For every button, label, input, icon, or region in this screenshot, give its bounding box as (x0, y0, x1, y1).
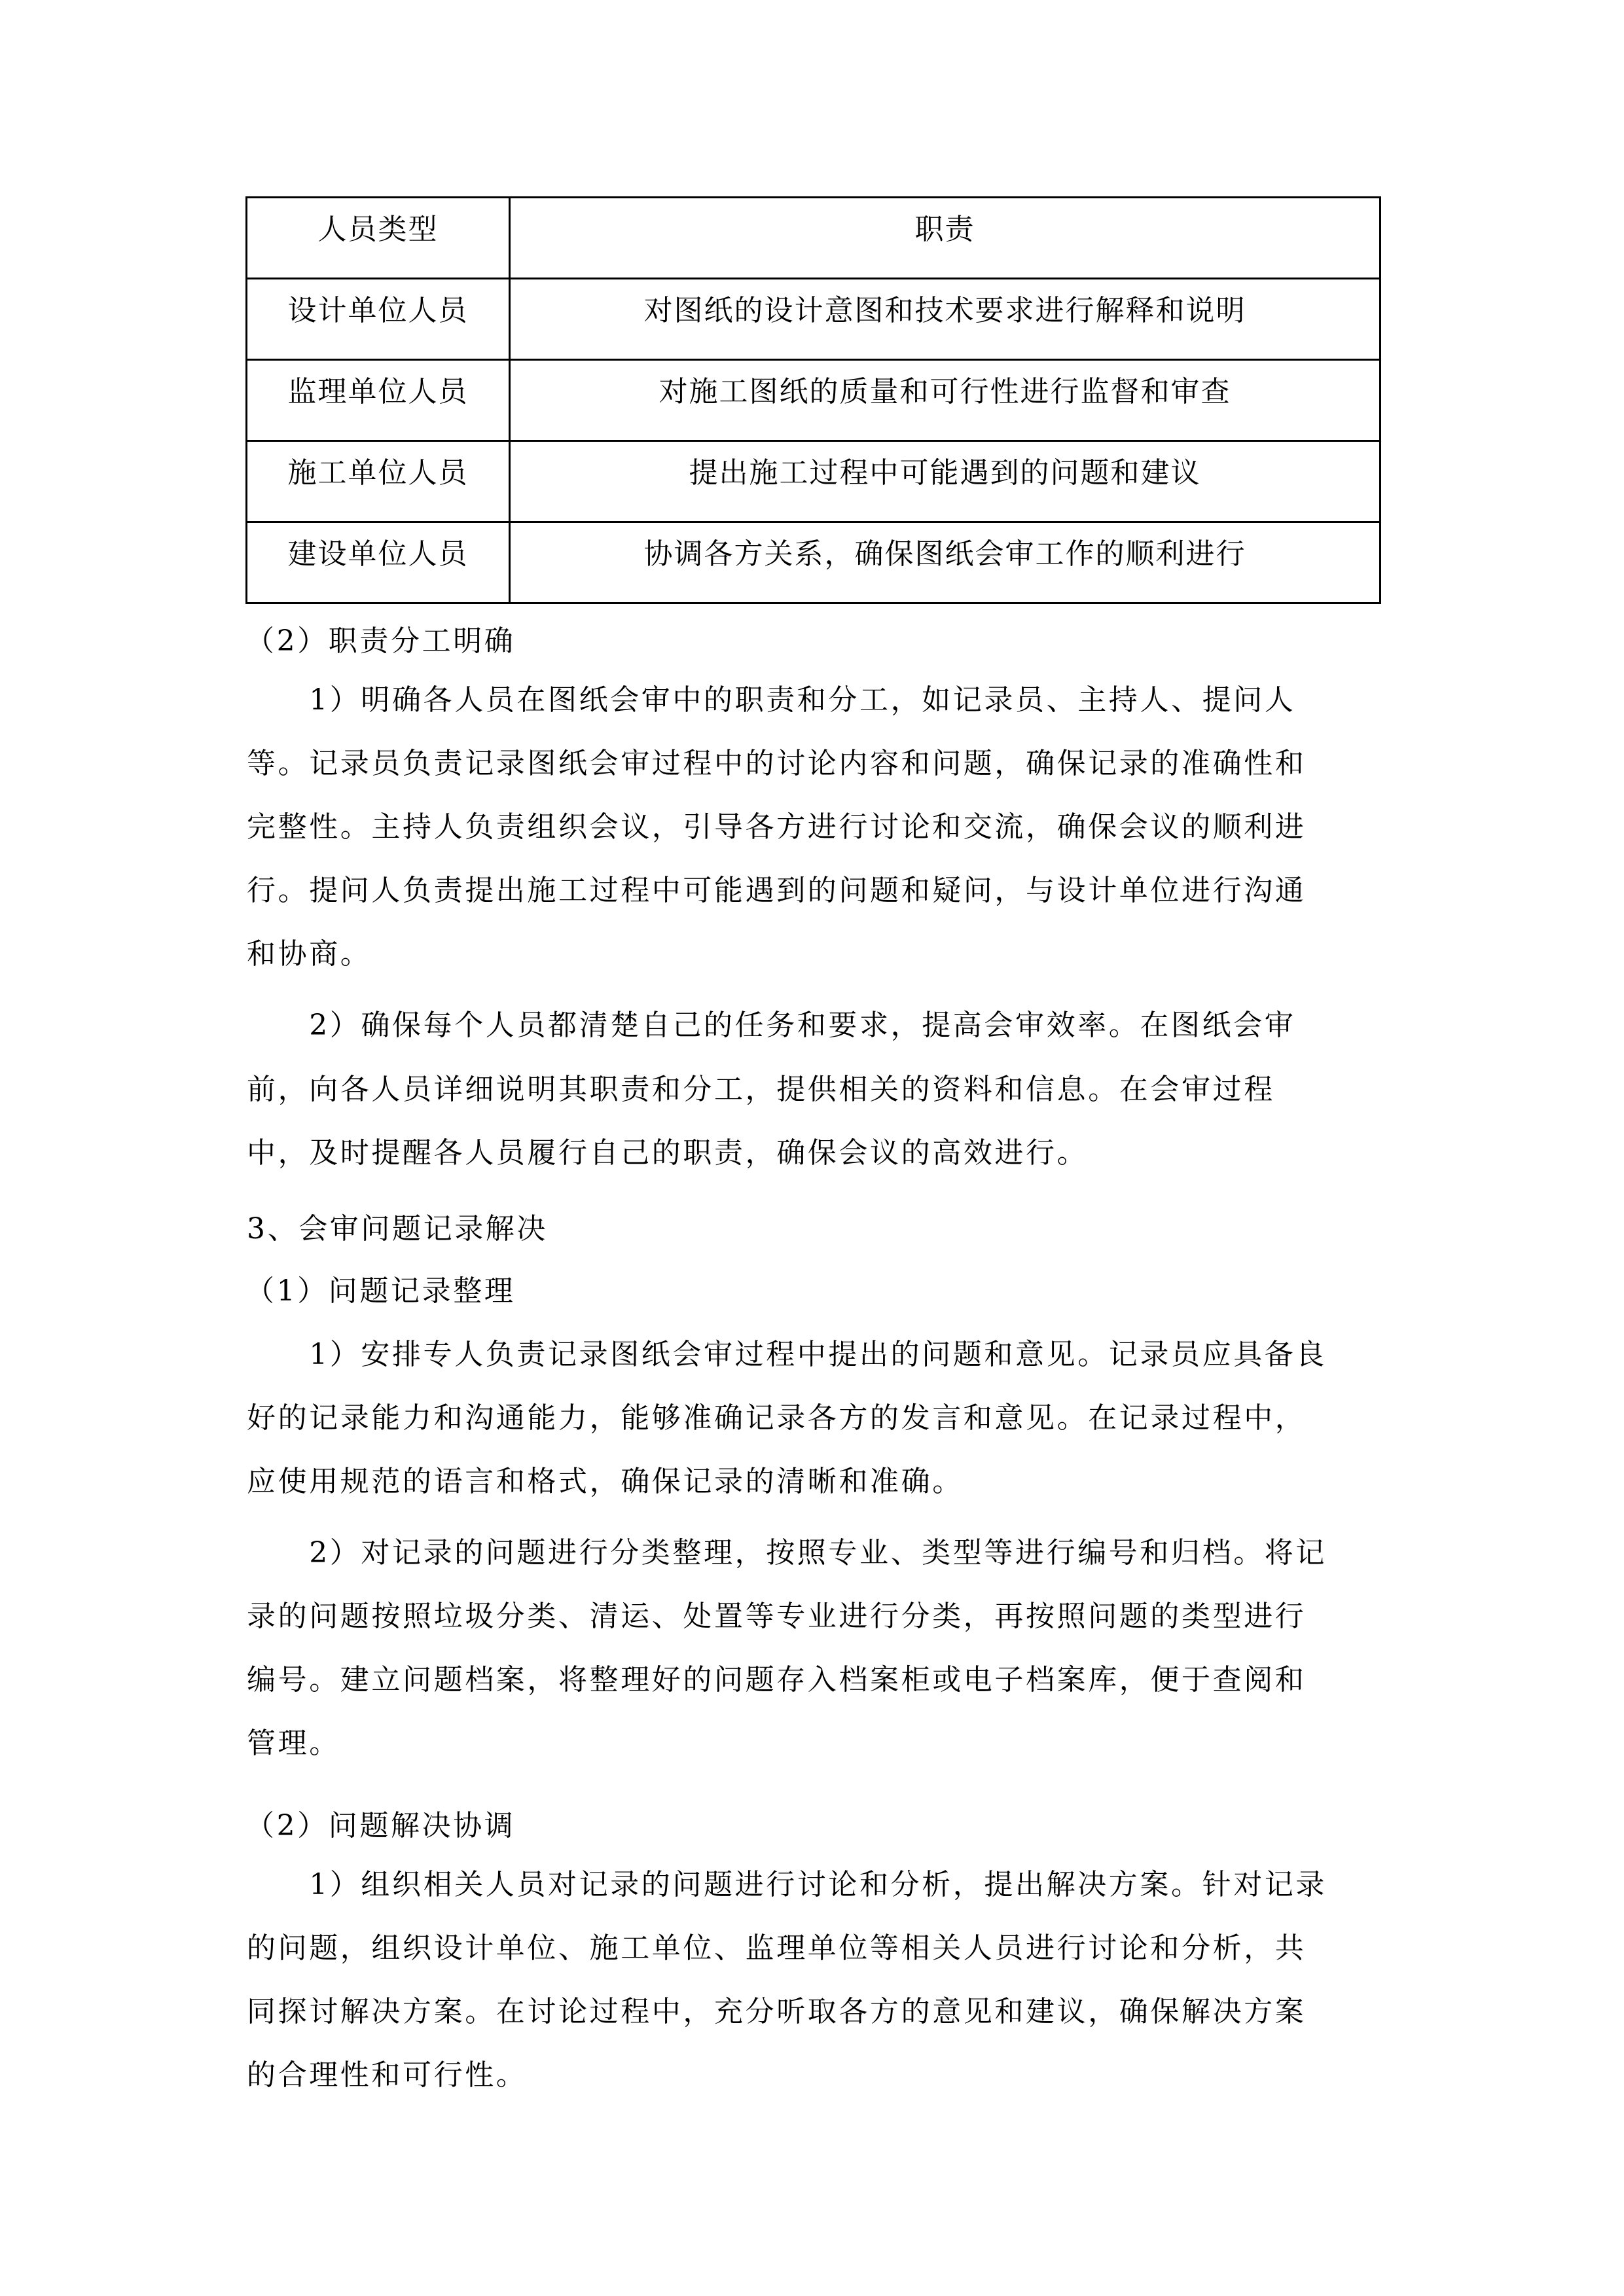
text-line: 编号。建立问题档案，将整理好的问题存入档案柜或电子档案库，便于查阅和 (247, 1663, 1307, 1696)
header-duty: 职责 (510, 198, 1380, 279)
personnel-type-cell: 设计单位人员 (247, 279, 510, 360)
table-row (247, 279, 1380, 360)
text-line: 的合理性和可行性。 (247, 2058, 528, 2092)
table-row (247, 441, 1380, 522)
text-line: 2）确保每个人员都清楚自己的任务和要求，提高会审效率。在图纸会审 (247, 1009, 1296, 1042)
text-line: 录的问题按照垃圾分类、清运、处置等专业进行分类，再按照问题的类型进行 (247, 1600, 1307, 1633)
text-line: 2）对记录的问题进行分类整理，按照专业、类型等进行编号和归档。将记 (247, 1536, 1327, 1570)
subsection-heading-duty-division: （2）职责分工明确 (245, 624, 516, 658)
text-line: 同探讨解决方案。在讨论过程中，充分听取各方的意见和建议，确保解决方案 (247, 1995, 1307, 2028)
subsection-heading-issue-resolution: （2）问题解决协调 (245, 1809, 516, 1842)
personnel-type-cell: 监理单位人员 (247, 360, 510, 441)
table-row (247, 360, 1380, 441)
table-row (247, 522, 1380, 603)
section-heading-issue-recording: 3、会审问题记录解决 (247, 1212, 548, 1246)
text-line: 好的记录能力和沟通能力，能够准确记录各方的发言和意见。在记录过程中， (247, 1401, 1307, 1435)
personnel-type-cell: 建设单位人员 (247, 522, 510, 603)
text-line: 行。提问人负责提出施工过程中可能遇到的问题和疑问，与设计单位进行沟通 (247, 874, 1307, 907)
text-line: 和协商。 (247, 937, 372, 971)
duty-cell: 对图纸的设计意图和技术要求进行解释和说明 (510, 279, 1380, 360)
subsection-heading-issue-organizing: （1）问题记录整理 (245, 1274, 516, 1308)
text-line: 管理。 (247, 1727, 340, 1760)
text-line: 中，及时提醒各人员履行自己的职责，确保会议的高效进行。 (247, 1136, 1089, 1170)
header-personnel-type: 人员类型 (247, 198, 510, 279)
table-header-row (247, 198, 1380, 279)
duty-cell: 协调各方关系，确保图纸会审工作的顺利进行 (510, 522, 1380, 603)
text-line: 应使用规范的语言和格式，确保记录的清晰和准确。 (247, 1465, 964, 1498)
text-line: 前，向各人员详细说明其职责和分工，提供相关的资料和信息。在会审过程 (247, 1073, 1275, 1106)
text-line: 1）明确各人员在图纸会审中的职责和分工，如记录员、主持人、提问人 (247, 683, 1296, 717)
duty-cell: 对施工图纸的质量和可行性进行监督和审查 (510, 360, 1380, 441)
text-line: 完整性。主持人负责组织会议，引导各方进行讨论和交流，确保会议的顺利进 (247, 810, 1307, 844)
text-line: 等。记录员负责记录图纸会审过程中的讨论内容和问题，确保记录的准确性和 (247, 747, 1307, 780)
text-line: 1）安排专人负责记录图纸会审过程中提出的问题和意见。记录员应具备良 (247, 1338, 1327, 1371)
duty-cell: 提出施工过程中可能遇到的问题和建议 (510, 441, 1380, 522)
personnel-type-cell: 施工单位人员 (247, 441, 510, 522)
text-line: 的问题，组织设计单位、施工单位、监理单位等相关人员进行讨论和分析，共 (247, 1931, 1307, 1965)
text-line: 1）组织相关人员对记录的问题进行讨论和分析，提出解决方案。针对记录 (247, 1868, 1327, 1901)
personnel-duty-table (245, 196, 1381, 604)
